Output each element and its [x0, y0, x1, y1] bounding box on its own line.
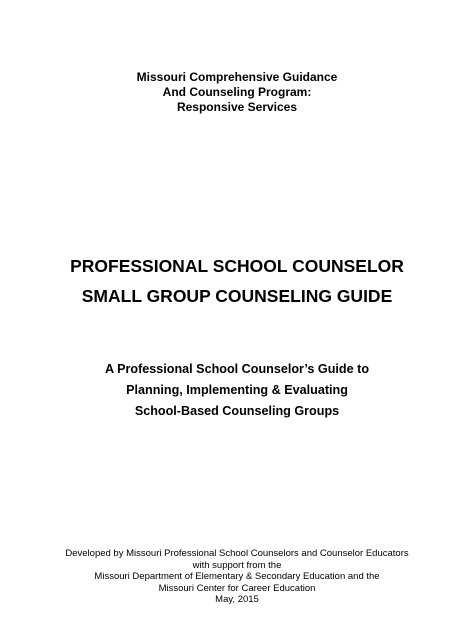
credits-line: Missouri Center for Career Education [158, 582, 316, 594]
main-title-line: SMALL GROUP COUNSELING GUIDE [81, 286, 393, 306]
credits-line: Developed by Missouri Professional School Counselors and Counselor Educators [65, 548, 409, 559]
series-heading-line: Missouri Comprehensive Guidance [136, 70, 338, 84]
subtitle-line: Planning, Implementing & Evaluating [126, 383, 348, 397]
series-heading [0, 70, 474, 115]
main-title [0, 251, 474, 311]
series-heading-line: Responsive Services [176, 100, 298, 114]
subtitle [0, 359, 474, 422]
credits-line: with support from the [192, 559, 282, 571]
publication-date: May, 2015 [215, 594, 259, 605]
credits [0, 548, 474, 606]
subtitle-line: School-Based Counseling Groups [134, 404, 340, 418]
credits-line: Missouri Department of Elementary & Secondary Education and the [94, 571, 380, 582]
subtitle-line: A Professional School Counselor’s Guide to [104, 362, 370, 376]
main-title-line: PROFESSIONAL SCHOOL COUNSELOR [70, 256, 404, 276]
series-heading-line: And Counseling Program: [162, 85, 312, 99]
